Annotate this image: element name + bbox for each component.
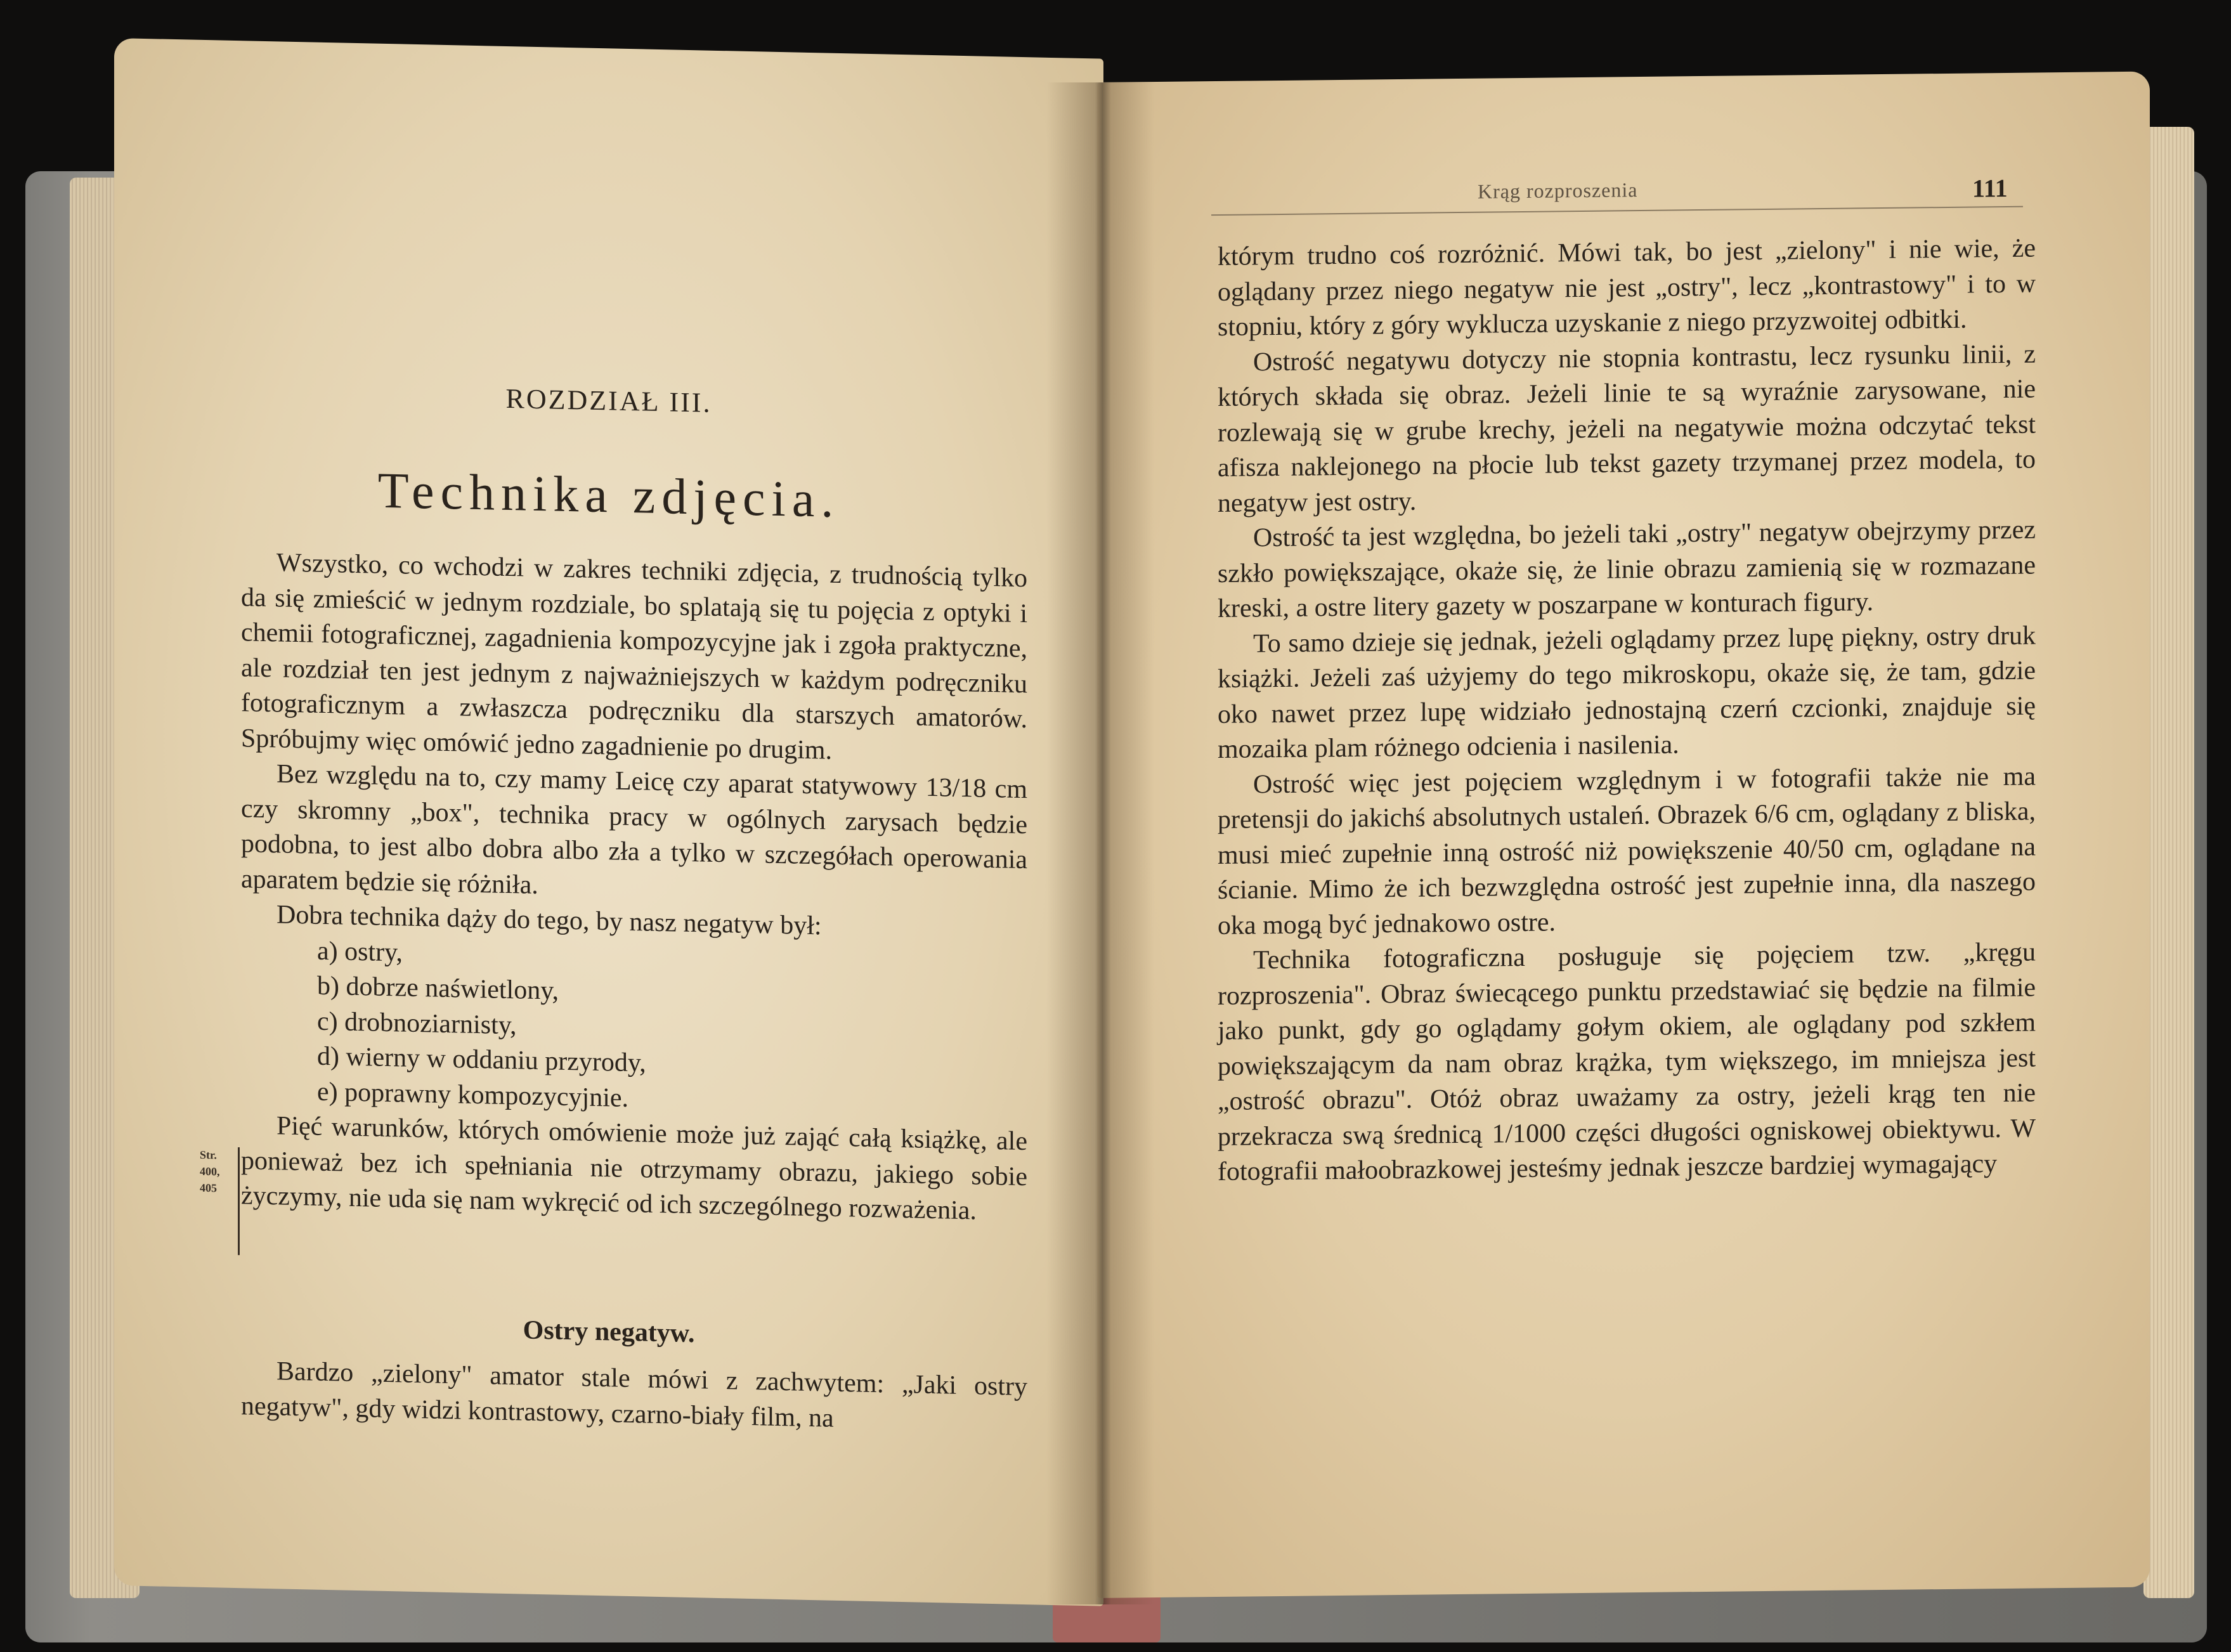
right-page	[1097, 72, 2150, 1598]
paragraph: Ostrość negatywu dotyczy nie stopnia kontrastu, lecz rysunku linii, z których składa się obraz. Jeżeli linie te są wyraźnie zarysowane, nie rozlewają się w grube krechy, jeżeli na negatywie można odczytać tekst afisza naklejonego na płocie lub tekst gazety trzymanej przez modela, to negatyw jest ostry.	[1218, 339, 2036, 518]
paragraph: Bez względu na to, czy mamy Leicę czy aparat statywowy 13/18 cm czy skromny „box", technika pracy w ogólnych zarysach będzie podobna, to jest albo dobra albo zła a tylko w szczegółach operowania aparatem będzie się różniła.	[241, 759, 1027, 900]
running-head: Krąg rozproszenia	[1478, 178, 1638, 203]
left-body-text	[241, 545, 1027, 1230]
right-page-edges	[2143, 127, 2194, 1598]
paragraph: Ostrość więc jest pojęciem względnym i w fotografii także nie ma pretensji do jakichś absolutnych ustaleń. Obrazek 6/6 cm, oglądany z bliska, musi mieć zupełnie inną ostrość niż powiększenie 40/50 cm, oglądane na ścianie. Mimo że ich bezwzględna ostrość jest zupełnie inna, dla naszego oka mogą być jednakowo ostre.	[1218, 762, 2036, 940]
chapter-title: Technika zdjęcia.	[377, 462, 840, 528]
paragraph: Pięć warunków, których omówienie może już zająć całą książkę, ale ponieważ bez ich spełniania nie otrzymamy obrazu, jakiego sobie życzymy, nie uda się nam wykręcić od ich szczególnego rozważenia.	[241, 1111, 1027, 1226]
margin-note-line: Str.	[200, 1148, 217, 1162]
right-body-text	[1218, 231, 2036, 1190]
chapter-label: ROZDZIAŁ III.	[505, 382, 712, 419]
left-closing-text	[241, 1353, 1027, 1440]
paragraph: Dobra technika dąży do tego, by nasz negatyw był:	[276, 900, 822, 941]
paragraph: Bardzo „zielony" amator stale mówi z zachwytem: „Jaki ostry negatyw", gdy widzi kontrastowy, czarno-biały film, na	[241, 1356, 1027, 1433]
book-gutter	[1046, 82, 1154, 1604]
margin-reference	[200, 1147, 238, 1197]
margin-note-line: 400,	[200, 1164, 220, 1178]
header-rule	[1211, 206, 2023, 216]
margin-rule	[238, 1147, 240, 1255]
page-number: 111	[1972, 173, 2008, 203]
list-item: b) dobrze naświetlony,	[317, 971, 559, 1006]
list-item: a) ostry,	[317, 936, 403, 968]
list-item: c) drobnoziarnisty,	[317, 1006, 517, 1040]
list-item: e) poprawny kompozycyjnie.	[317, 1077, 629, 1113]
paragraph: którym trudno coś rozróżnić. Mówi tak, bo jest „zielony" i nie wie, że oglądany przez niego negatyw nie jest „ostry", lecz „kontrastowy" i to w stopniu, który z góry wyklucza uzyskanie z niego przyzwoitej odbitki.	[1218, 233, 2036, 342]
paragraph: To samo dzieje się jednak, jeżeli oglądamy przez lupę piękny, ostry druk książki. Jeżeli zaś użyjemy do tego mikroskopu, okaże się, że tam, gdzie oko nawet przez lupę widziało jednostajną czerń czcionki, znajduje się mozaika plam różnego odcienia i nasilenia.	[1218, 621, 2036, 765]
margin-note-line: 405	[200, 1181, 217, 1195]
paragraph: Wszystko, co wchodzi w zakres techniki zdjęcia, z trudnością tylko da się zmieścić w jednym rozdziale, bo splatają się tu pojęcia z optyki i chemii fotograficznej, zagadnienia kompozycyjne jak i zgoła praktyczne, ale rozdział ten jest jednym z najważniejszych w każdym podręczniku fotograficznym a zwłaszcza podręczniku dla starszych amatorów. Spróbujmy więc omówić jedno zagadnienie po drugim.	[241, 548, 1027, 765]
paragraph: Ostrość ta jest względna, bo jeżeli taki „ostry" negatyw obejrzymy przez szkło powiększające, okaże się, że linie obrazu zamienią się w rozmazane kreski, a ostre litery gazety w poszarpane w konturach figury.	[1218, 515, 2036, 624]
paragraph: Technika fotograficzna posługuje się pojęciem tzw. „kręgu rozproszenia". Obraz świecącego punktu przedstawiać się będzie na filmie jako punkt, gdy go oglądamy gołym okiem, ale oglądany pod szkłem powiększającym da nam obraz krążka, tym większego, im mniejsza jest „ostrość obrazu". Otóż obraz uważamy za ostry, jeżeli krąg ten nie przekracza swą średnicą 1/1000 części długości ogniskowej obiektywu. W fotografii małoobrazkowej jesteśmy jednak jeszcze bardziej wymagający	[1218, 937, 2036, 1187]
left-page	[114, 38, 1103, 1606]
list-item: d) wierny w oddaniu przyrody,	[317, 1041, 646, 1078]
section-heading: Ostry negatyw.	[523, 1315, 695, 1349]
requirements-list	[241, 932, 1027, 1124]
